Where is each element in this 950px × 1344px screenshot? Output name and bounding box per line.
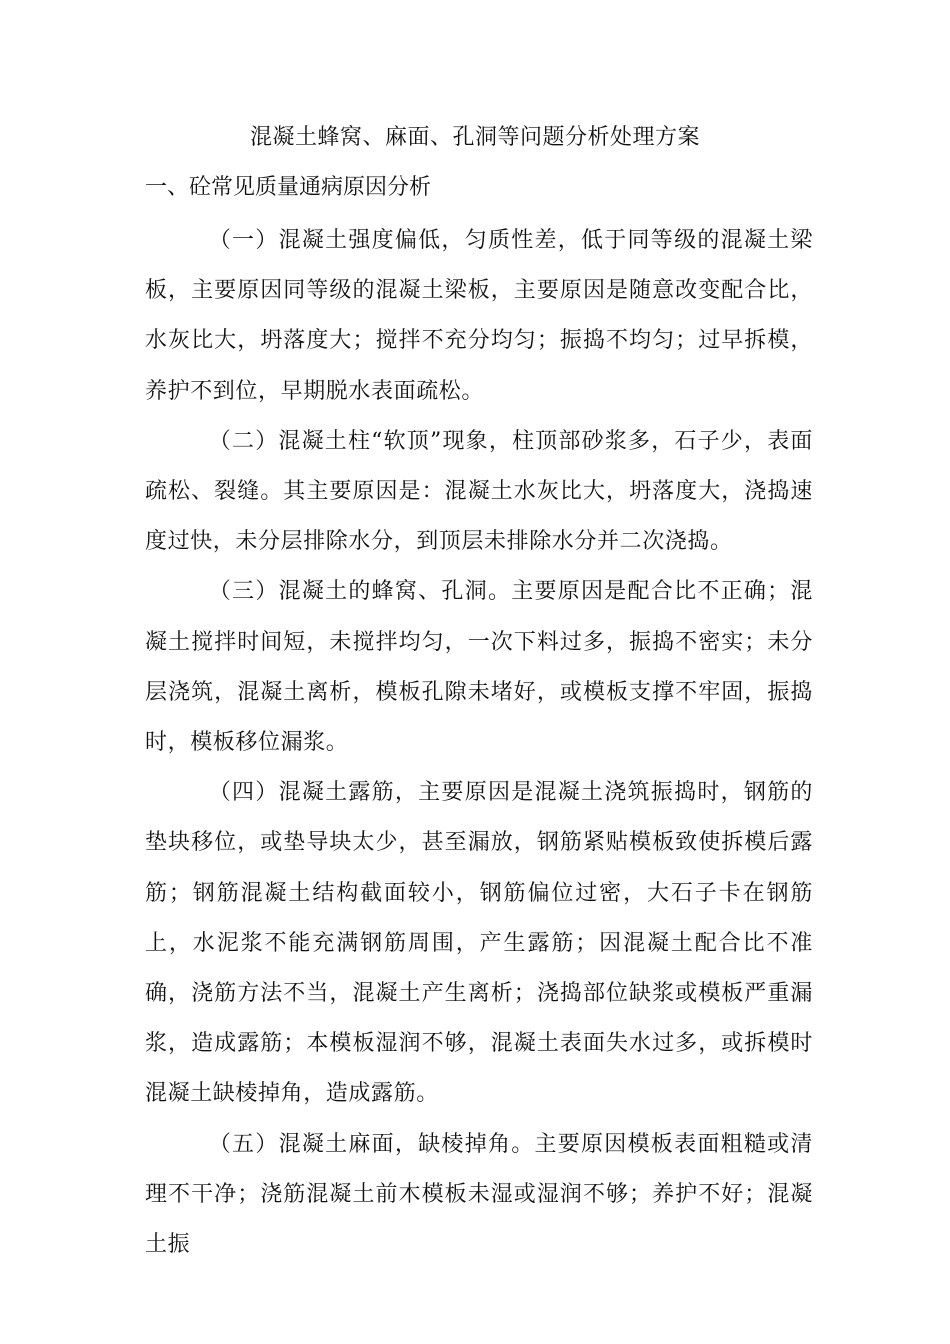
- paragraph-2: （二）混凝土柱“软顶”现象，柱顶部砂浆多，石子少，表面疏松、裂缝。其主要原因是：混凝土水灰比大，坍落度大，浇捣速度过快，未分层排除水分，到顶层未排除水分并二次浇捣。: [145, 428, 813, 555]
- paragraph-3: （三）混凝土的蜂窝、孔洞。主要原因是配合比不正确；混凝土搅拌时间短，未搅拌均匀，一次下料过多，振捣不密实；未分层浇筑，混凝土离析，模板孔隙未堵好，或模板支撑不牢固，振捣时，模板移位漏浆。: [145, 579, 813, 756]
- paragraph-1: （一）混凝土强度偏低，匀质性差，低于同等级的混凝土梁板，主要原因同等级的混凝土梁板，主要原因是随意改变配合比，水灰比大，坍落度大；搅拌不充分均匀；振捣不均匀；过早拆模，养护不到位，早期脱水表面疏松。: [145, 228, 813, 404]
- paragraph-4: （四）混凝土露筋，主要原因是混凝土浇筑振捣时，钢筋的垫块移位，或垫导块太少，甚至漏放，钢筋紧贴模板致使拆模后露筋；钢筋混凝土结构截面较小，钢筋偏位过密，大石子卡在钢筋上，水泥浆不能充满钢筋周围，产生露筋；因混凝土配合比不准确，浇筋方法不当，混凝土产生离析；浇捣部位缺浆或模板严重漏浆，造成露筋；本模板湿润不够，混凝土表面失水过多，或拆模时混凝土缺棱掉角，造成露筋。: [145, 780, 813, 1107]
- section-heading: 一、砼常见质量通病原因分析: [145, 175, 432, 200]
- document-title: 混凝土蜂窝、麻面、孔洞等问题分析处理方案: [249, 125, 700, 150]
- paragraph-5: （五）混凝土麻面，缺棱掉角。主要原因模板表面粗糙或清理不干净；浇筋混凝土前木模板未湿或湿润不够；养护不好；混凝土振: [145, 1131, 813, 1258]
- document-body: [145, 216, 813, 1270]
